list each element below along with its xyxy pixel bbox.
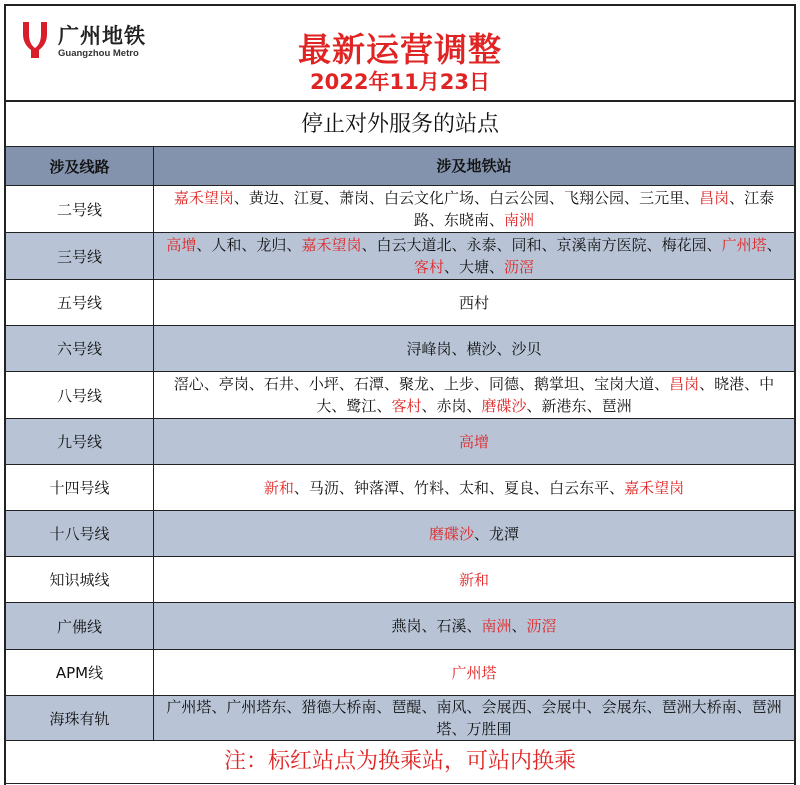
line-name: APM线 (6, 650, 154, 695)
station-separator: 、 (526, 698, 542, 716)
station-separator: 、 (428, 211, 444, 229)
station: 竹料 (413, 478, 444, 497)
logo-english-text: Guangzhou Metro (58, 48, 139, 59)
station: 京溪南方医院 (556, 236, 647, 254)
station: 太和 (459, 478, 490, 497)
station: 钟落潭 (353, 478, 399, 497)
station-separator: 、 (421, 397, 437, 415)
station: 人和 (211, 236, 242, 254)
station: 永泰 (466, 236, 497, 254)
station: 白云东平 (549, 478, 610, 497)
column-header-stations: 涉及地铁站 (436, 157, 512, 175)
station: 燕岗 (391, 617, 422, 635)
transfer-station: 客村 (413, 258, 444, 276)
station-separator: 、 (699, 375, 715, 393)
station: 三元里 (639, 189, 685, 207)
transfer-station: 高增 (166, 236, 197, 254)
table-row (6, 603, 794, 650)
station: 同德 (489, 375, 520, 393)
station-separator: 、 (323, 189, 339, 207)
station: 琶醍 (391, 698, 422, 716)
station-separator: 、 (293, 375, 309, 393)
table-row (6, 186, 794, 233)
station: 中大 (316, 375, 775, 415)
station-separator: 、 (474, 375, 490, 393)
station: 鹭江 (346, 397, 377, 415)
line-name: 十四号线 (6, 465, 154, 510)
station: 白云公园 (489, 189, 550, 207)
station-separator: 、 (489, 258, 505, 276)
station: 琶洲大桥南 (661, 698, 737, 716)
transfer-station: 高增 (458, 432, 489, 451)
station-separator: 、 (646, 698, 662, 716)
transfer-station: 嘉禾望岗 (301, 236, 362, 254)
station: 浔峰岗 (406, 339, 452, 358)
column-header-line: 涉及线路 (6, 147, 154, 185)
line-name: 海珠有轨 (6, 696, 154, 740)
transfer-station: 新和 (458, 570, 489, 589)
station-list (154, 280, 794, 325)
station-separator: 、 (451, 339, 467, 358)
station: 赤岗 (436, 397, 467, 415)
station: 江泰路 (413, 189, 775, 229)
station-separator: 、 (248, 375, 264, 393)
station: 同和 (511, 236, 542, 254)
station-separator: 、 (466, 698, 482, 716)
station-separator: 、 (684, 189, 700, 207)
station-separator: 、 (233, 189, 249, 207)
station-separator: 、 (203, 375, 219, 393)
station: 小坪 (308, 375, 339, 393)
station-separator: 、 (579, 375, 595, 393)
station-separator: 、 (729, 189, 745, 207)
station-separator: 、 (744, 375, 760, 393)
station-separator: 、 (526, 397, 542, 415)
station: 梅花园 (661, 236, 707, 254)
table-row (6, 650, 794, 696)
station-list (154, 650, 794, 695)
line-name: 广佛线 (6, 603, 154, 649)
station: 黄边 (248, 189, 279, 207)
notice-header (6, 6, 794, 102)
notice-date: 2022年11月23日 (310, 70, 490, 94)
station: 会展西 (481, 698, 527, 716)
station-list (154, 186, 794, 232)
station: 石潭 (353, 375, 384, 393)
line-name: 知识城线 (6, 557, 154, 602)
transfer-station: 广州塔 (451, 663, 497, 682)
station: 西村 (458, 293, 489, 312)
station-separator: 、 (241, 236, 257, 254)
station-list (154, 419, 794, 464)
station-separator: 、 (421, 617, 437, 635)
station-separator: 、 (428, 375, 444, 393)
table-row (6, 326, 794, 372)
station-separator: 、 (489, 478, 505, 497)
station-separator: 、 (466, 397, 482, 415)
transfer-station: 磨碟沙 (481, 397, 527, 415)
station-separator: 、 (338, 375, 354, 393)
station-list (154, 511, 794, 556)
transfer-station: 广州塔 (721, 236, 767, 254)
line-name: 六号线 (6, 326, 154, 371)
station-separator: 、 (609, 478, 625, 497)
station: 琶洲塔 (436, 698, 782, 738)
transfer-station: 沥滘 (526, 617, 557, 635)
station: 南风 (436, 698, 467, 716)
station: 石溪 (436, 617, 467, 635)
station-separator: 、 (211, 698, 227, 716)
station-separator: 、 (338, 478, 354, 497)
table-row (6, 511, 794, 557)
line-name: 十八号线 (6, 511, 154, 556)
station-separator: 、 (443, 478, 459, 497)
table-header-row (6, 147, 794, 186)
station-separator: 、 (586, 397, 602, 415)
footer-note: 注：标红站点为换乘站，可站内换乘 (6, 740, 794, 784)
station-separator: 、 (541, 236, 557, 254)
station-separator: 、 (196, 236, 212, 254)
station: 萧岗 (338, 189, 369, 207)
station: 晓港 (714, 375, 745, 393)
transfer-station: 南洲 (481, 617, 512, 635)
station-separator: 、 (286, 236, 302, 254)
table-row (6, 233, 794, 280)
station: 新港东 (541, 397, 587, 415)
transfer-station: 南洲 (504, 211, 535, 229)
logo-chinese-text: 广州地铁 (58, 24, 146, 48)
transfer-station: 嘉禾望岗 (624, 478, 685, 497)
station-separator: 、 (624, 189, 640, 207)
station-separator: 、 (398, 478, 414, 497)
station: 广州塔东 (226, 698, 287, 716)
station-separator: 、 (736, 698, 752, 716)
line-name: 二号线 (6, 186, 154, 232)
station: 琶洲 (601, 397, 632, 415)
station-separator: 、 (376, 698, 392, 716)
station-separator: 、 (451, 236, 467, 254)
station-separator: 、 (534, 478, 550, 497)
station-separator: 、 (473, 189, 489, 207)
section-title: 停止对外服务的站点 (6, 102, 794, 147)
station-separator: 、 (489, 211, 505, 229)
line-name: 九号线 (6, 419, 154, 464)
table-row (6, 465, 794, 511)
transfer-station: 昌岗 (699, 189, 730, 207)
station-list (154, 465, 794, 510)
station-separator: 、 (466, 617, 482, 635)
station: 白云文化广场 (383, 189, 474, 207)
transfer-station: 客村 (391, 397, 422, 415)
station-separator: 、 (443, 258, 459, 276)
station: 白云大道北 (376, 236, 452, 254)
station-separator: 、 (376, 397, 392, 415)
line-name: 八号线 (6, 372, 154, 418)
transfer-station: 昌岗 (669, 375, 700, 393)
station: 龙潭 (489, 524, 520, 543)
transfer-station: 新和 (263, 478, 294, 497)
station: 东晓南 (443, 211, 489, 229)
station-separator: 、 (473, 524, 489, 543)
station: 会展中 (541, 698, 587, 716)
station-separator: 、 (586, 698, 602, 716)
station: 广州塔 (166, 698, 212, 716)
station: 上步 (443, 375, 474, 393)
notice-sheet (4, 4, 796, 785)
station-separator: 、 (383, 375, 399, 393)
table-row (6, 419, 794, 465)
station-separator: 、 (646, 236, 662, 254)
station: 亭岗 (218, 375, 249, 393)
station: 马沥 (308, 478, 339, 497)
station: 龙归 (256, 236, 287, 254)
station-list (154, 233, 794, 279)
station: 横沙 (466, 339, 497, 358)
station-separator: 、 (496, 236, 512, 254)
station-separator: 、 (451, 720, 467, 738)
station-separator: 、 (496, 339, 512, 358)
transfer-station: 嘉禾望岗 (173, 189, 234, 207)
page-title: 最新运营调整 (298, 30, 502, 69)
table-row (6, 557, 794, 603)
station-separator: 、 (361, 236, 377, 254)
station-separator: 、 (331, 397, 347, 415)
station-list (154, 326, 794, 371)
station-separator: 、 (278, 189, 294, 207)
station-separator: 、 (421, 698, 437, 716)
station-separator: 、 (511, 617, 527, 635)
station-list (154, 696, 794, 740)
station: 万胜围 (466, 720, 512, 738)
station: 聚龙 (398, 375, 429, 393)
station: 宝岗大道 (594, 375, 655, 393)
station: 夏良 (504, 478, 535, 497)
station-separator: 、 (706, 236, 722, 254)
station: 鹅掌坦 (534, 375, 580, 393)
station: 飞翔公园 (564, 189, 625, 207)
transfer-station: 磨碟沙 (428, 524, 474, 543)
table-row (6, 372, 794, 419)
station-separator: 、 (766, 236, 782, 254)
station-list (154, 557, 794, 602)
station-separator: 、 (286, 698, 302, 716)
station-separator: 、 (549, 189, 565, 207)
table-row (6, 280, 794, 326)
station-list (154, 372, 794, 418)
station-separator: 、 (368, 189, 384, 207)
station-separator: 、 (654, 375, 670, 393)
table-row (6, 696, 794, 741)
station: 沙贝 (511, 339, 542, 358)
station: 会展东 (601, 698, 647, 716)
station: 猎德大桥南 (301, 698, 377, 716)
line-name: 五号线 (6, 280, 154, 325)
station: 大塘 (458, 258, 489, 276)
station: 石井 (263, 375, 294, 393)
station-list (154, 603, 794, 649)
station: 江夏 (293, 189, 324, 207)
line-name: 三号线 (6, 233, 154, 279)
station: 滘心 (173, 375, 204, 393)
station-separator: 、 (519, 375, 535, 393)
station-separator: 、 (293, 478, 309, 497)
transfer-station: 沥滘 (504, 258, 535, 276)
